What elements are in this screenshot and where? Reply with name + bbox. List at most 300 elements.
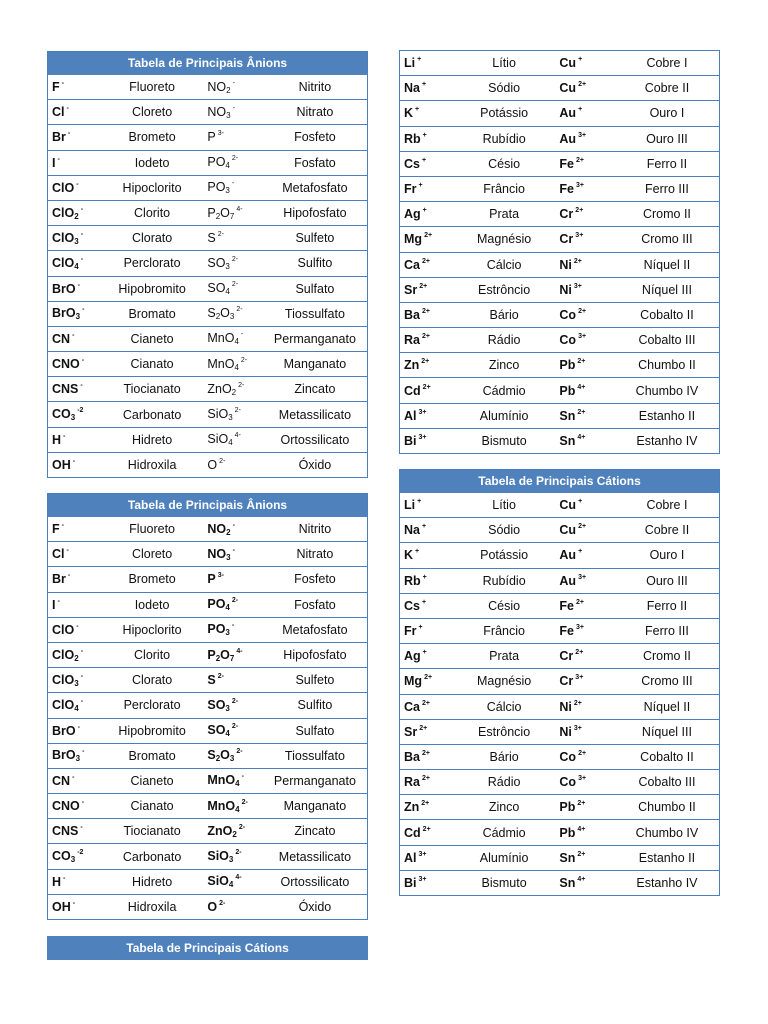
formula: Br (52, 572, 66, 587)
anion-symbol (203, 718, 262, 743)
formula: ClO (52, 255, 75, 270)
name-text: Césio (488, 156, 521, 171)
formula: CNO (52, 799, 80, 814)
anion-symbol (48, 819, 101, 844)
anion-symbol (48, 617, 101, 642)
subscript: 4 (225, 287, 230, 297)
cation-row (400, 403, 720, 428)
formula: OH (52, 457, 71, 472)
cation-name (615, 593, 720, 618)
name-text: Cobre II (644, 523, 690, 538)
cation-row (400, 302, 720, 327)
cation-name (615, 126, 720, 151)
anion-name (101, 75, 204, 100)
name-text: Hidreto (131, 874, 173, 889)
subscript: 3 (225, 628, 230, 638)
cation-symbol (555, 51, 614, 76)
charge: 4+ (577, 383, 586, 391)
cation-symbol (400, 618, 453, 643)
element: Fe (559, 598, 574, 613)
cation-symbol (400, 176, 453, 201)
anion-name (263, 642, 368, 667)
anion-row (48, 592, 368, 617)
cation-row (400, 493, 720, 518)
cation-row (400, 669, 720, 694)
anion-name (101, 200, 204, 225)
name-text: Sódio (488, 81, 521, 96)
charge: - (63, 874, 66, 882)
charge: 2- (235, 849, 242, 857)
charge: 2+ (577, 358, 586, 366)
name-text: Cálcio (486, 257, 522, 272)
formula: H (52, 874, 62, 889)
anion-symbol (48, 718, 101, 743)
name-text: Ortossilicato (280, 874, 350, 889)
charge: + (418, 182, 423, 190)
cation-symbol (555, 593, 614, 618)
anion-name (101, 819, 204, 844)
cation-symbol (400, 543, 453, 568)
cation-name (453, 618, 556, 643)
cation-name (615, 795, 720, 820)
charge: 2+ (578, 81, 587, 89)
cation-row (400, 126, 720, 151)
formula: MnO (207, 798, 236, 813)
cation-name (615, 870, 720, 895)
element: Sr (404, 724, 418, 739)
charge: 2+ (421, 358, 430, 366)
name-text: Bromato (128, 306, 176, 321)
element: Ag (404, 649, 421, 664)
charge: -2 (77, 849, 84, 857)
name-text: Cromo III (641, 232, 693, 247)
cation-symbol (400, 378, 453, 403)
name-text: Potássio (480, 548, 529, 563)
name-text: Zinco (488, 800, 520, 815)
element: Na (404, 523, 420, 538)
name-text: Hipofosfato (283, 648, 347, 663)
cation-symbol (400, 820, 453, 845)
anion-symbol (203, 743, 262, 768)
anion-row (48, 668, 368, 693)
element: Rb (404, 573, 421, 588)
anion-table-title: Tabela de Principais Ânions (48, 494, 368, 517)
cation-name (453, 76, 556, 101)
cation-symbol (400, 252, 453, 277)
anion-row (48, 844, 368, 869)
anion-symbol (48, 794, 101, 819)
charge: + (422, 649, 427, 657)
formula: S (207, 306, 216, 321)
charge: - (72, 773, 75, 781)
cation-row (400, 202, 720, 227)
name-text: Estrôncio (478, 282, 531, 297)
charge: + (421, 81, 427, 89)
cation-row (400, 76, 720, 101)
cation-symbol (555, 618, 614, 643)
charge: 2+ (421, 775, 430, 783)
cation-row (400, 277, 720, 302)
element: Ni (559, 724, 572, 739)
cation-row (400, 51, 720, 76)
element: Cu (559, 56, 577, 71)
charge: - (80, 230, 84, 238)
charge: 2+ (573, 699, 582, 707)
charge: + (422, 207, 427, 215)
cation-symbol (400, 744, 453, 769)
anion-symbol (203, 200, 262, 225)
formula: SO (207, 697, 226, 712)
cation-name (615, 76, 720, 101)
formula: ClO (52, 205, 75, 220)
cation-name (453, 820, 556, 845)
subscript: 3 (74, 678, 79, 688)
charge: 3- (217, 130, 224, 138)
name-text: Clorito (134, 206, 171, 221)
name-text: Metassilicato (278, 849, 352, 864)
name-text: Estanho IV (636, 433, 698, 448)
name-text: Hipobromito (118, 281, 186, 296)
cation-name (453, 870, 556, 895)
anion-name (263, 894, 368, 919)
name-text: Óxido (298, 457, 332, 472)
cation-symbol (400, 151, 453, 176)
formula: P (207, 647, 216, 662)
anion-symbol (48, 894, 101, 919)
charge: - (80, 824, 83, 832)
element: Pb (559, 825, 576, 840)
charge: + (578, 106, 583, 114)
anion-name (101, 592, 204, 617)
element: Sn (559, 850, 576, 865)
anion-symbol (48, 377, 101, 402)
cation-name (615, 353, 720, 378)
cation-name (453, 227, 556, 252)
formula: ClO (52, 622, 75, 637)
cation-row (400, 870, 720, 895)
charge: 3+ (578, 573, 587, 581)
anion-row (48, 150, 368, 175)
anion-name (101, 794, 204, 819)
cation-row (400, 101, 720, 126)
subscript: 4 (225, 161, 230, 171)
formula: ZnO (207, 823, 233, 838)
name-text: Cianato (130, 799, 174, 814)
name-text: Cromo III (641, 674, 693, 689)
formula: NO (207, 79, 227, 94)
charge: 2+ (421, 699, 430, 707)
name-text: Cianato (130, 357, 174, 372)
anion-symbol (48, 75, 101, 100)
charge: - (63, 432, 66, 440)
cation-name (615, 770, 720, 795)
name-text: Chumbo II (638, 358, 696, 373)
cation-symbol (400, 302, 453, 327)
subscript: 3 (225, 186, 230, 196)
name-text: Ferro II (646, 156, 688, 171)
anion-symbol (48, 693, 101, 718)
formula: SiO (207, 874, 229, 889)
cation-name (453, 328, 556, 353)
name-text: Cádmio (482, 383, 526, 398)
charge: 2- (219, 457, 226, 465)
charge: - (81, 357, 85, 365)
name-text: Níquel II (643, 699, 691, 714)
cation-name (453, 302, 556, 327)
name-text: Bário (489, 307, 519, 322)
cation-symbol (555, 202, 614, 227)
name-text: Fluoreto (129, 522, 176, 537)
anion-row (48, 125, 368, 150)
element: Rb (404, 131, 421, 146)
cation-symbol (555, 428, 614, 453)
cation-symbol (400, 669, 453, 694)
charge: + (578, 56, 583, 64)
anion-name (263, 542, 368, 567)
anion-name (101, 251, 204, 276)
anion-name (263, 819, 368, 844)
subscript: 2 (226, 527, 231, 537)
anion-symbol (48, 844, 101, 869)
anion-row (48, 869, 368, 894)
cation-name (453, 151, 556, 176)
anion-symbol (203, 844, 262, 869)
anion-name (263, 200, 368, 225)
element: Sn (559, 875, 576, 890)
anion-row (48, 517, 368, 542)
name-text: Cianeto (130, 331, 174, 346)
name-text: Clorato (131, 231, 173, 246)
anion-name (263, 452, 368, 477)
name-text: Cloreto (131, 105, 173, 120)
anion-table-1 (47, 51, 368, 478)
formula: CNS (52, 382, 79, 397)
cation-row (400, 618, 720, 643)
formula: MnO (207, 356, 235, 371)
formula: BrO (52, 723, 76, 738)
anion-symbol (203, 592, 262, 617)
formula: Cl (52, 547, 65, 562)
cation-symbol (555, 770, 614, 795)
anion-name (101, 693, 204, 718)
anion-symbol (48, 567, 101, 592)
formula: SO (207, 281, 226, 296)
name-text: Rubídio (482, 573, 526, 588)
name-text: Magnésio (477, 674, 532, 689)
charge: -2 (77, 407, 84, 415)
charge: 2+ (422, 383, 431, 391)
anion-name (101, 427, 204, 452)
anion-row (48, 251, 368, 276)
name-text: Frâncio (483, 624, 525, 639)
cation-symbol (555, 378, 614, 403)
cation-name (453, 428, 556, 453)
anion-row (48, 693, 368, 718)
element: Au (559, 131, 577, 146)
charge: 3+ (575, 674, 584, 682)
anion-symbol (203, 125, 262, 150)
cation-name (615, 644, 720, 669)
anion-row (48, 567, 368, 592)
element: Cu (559, 81, 577, 96)
name-text: Sódio (488, 523, 521, 538)
name-text: Ferro III (645, 624, 689, 639)
anion-symbol (203, 819, 262, 844)
cation-symbol (400, 694, 453, 719)
name-text: Estanho IV (636, 875, 698, 890)
element: Ca (404, 699, 420, 714)
element: Cr (559, 649, 574, 664)
cation-name (453, 845, 556, 870)
cation-symbol (555, 353, 614, 378)
anion-symbol (203, 567, 262, 592)
formula: SiO (207, 849, 229, 864)
charge: + (417, 498, 422, 506)
charge: + (421, 523, 427, 531)
anion-name (263, 869, 368, 894)
formula: CN (52, 773, 71, 788)
anion-name (263, 326, 368, 351)
anion-symbol (48, 175, 101, 200)
cation-symbol (555, 568, 614, 593)
name-text: Nitrato (296, 547, 334, 562)
name-text: Hidreto (131, 432, 173, 447)
anion-symbol (48, 276, 101, 301)
anion-symbol (203, 175, 262, 200)
cation-symbol (400, 126, 453, 151)
cation-name (453, 669, 556, 694)
anion-name (101, 517, 204, 542)
name-text: Metafosfato (282, 622, 348, 637)
anion-name (101, 175, 204, 200)
subscript: 2 (215, 653, 221, 663)
name-text: Rubídio (482, 131, 526, 146)
element: Cd (404, 825, 421, 840)
element: Au (559, 106, 577, 121)
cation-name (615, 845, 720, 870)
anion-row (48, 226, 368, 251)
anion-row (48, 743, 368, 768)
formula: I (52, 155, 56, 170)
element: Ni (559, 257, 572, 272)
anion-symbol (48, 150, 101, 175)
anion-symbol (203, 794, 262, 819)
anion-name (263, 175, 368, 200)
name-text: Cloreto (131, 547, 173, 562)
cation-symbol (400, 493, 453, 518)
name-text: Estrôncio (478, 724, 531, 739)
subscript: 3 (229, 754, 235, 764)
cation-symbol (400, 518, 453, 543)
charge: 2+ (419, 282, 428, 290)
charge: 2+ (575, 649, 584, 657)
name-text: Sulfito (297, 698, 333, 713)
anion-row (48, 452, 368, 477)
subscript: 3 (74, 236, 79, 246)
anion-row (48, 768, 368, 793)
charge: 2- (236, 306, 243, 314)
charge: 4- (236, 647, 243, 655)
formula: ClO (52, 672, 75, 687)
name-text: Ouro III (646, 573, 688, 588)
element: K (404, 548, 414, 563)
name-text: Ortossilicato (280, 432, 350, 447)
cation-name (615, 618, 720, 643)
cation-symbol (555, 719, 614, 744)
charge: + (415, 106, 420, 114)
anion-name (101, 301, 204, 326)
anion-name (101, 326, 204, 351)
cation-row (400, 227, 720, 252)
cation-symbol (555, 403, 614, 428)
anion-row (48, 326, 368, 351)
anion-symbol (48, 869, 101, 894)
charge: 3+ (573, 724, 582, 732)
charge: 2+ (421, 257, 430, 265)
cation-row (400, 176, 720, 201)
charge: - (82, 306, 85, 314)
subscript: 4 (225, 603, 230, 613)
anion-name (101, 668, 204, 693)
formula: O (207, 899, 218, 914)
formula: F (52, 80, 60, 95)
charge: + (422, 573, 427, 581)
formula: S (207, 748, 216, 763)
name-text: Zincato (294, 824, 336, 839)
name-text: Cromo II (642, 649, 691, 664)
name-text: Rádio (487, 333, 521, 348)
element: Fe (559, 182, 574, 197)
charge: 2+ (577, 850, 586, 858)
charge: - (80, 697, 84, 705)
formula: H (52, 432, 62, 447)
anion-symbol (203, 642, 262, 667)
name-text: Perclorato (123, 698, 181, 713)
anion-row (48, 894, 368, 919)
subscript: 3 (225, 261, 230, 271)
formula: BrO (52, 281, 76, 296)
subscript: 7 (229, 653, 235, 663)
charge: 2- (234, 407, 241, 415)
element: Sr (404, 282, 418, 297)
anion-name (263, 276, 368, 301)
name-text: Metassilicato (278, 407, 352, 422)
name-text: Estanho II (638, 850, 696, 865)
charge: - (67, 130, 71, 138)
cation-row (400, 795, 720, 820)
anion-symbol (203, 693, 262, 718)
name-text: Fosfeto (294, 572, 336, 587)
charge: 4- (234, 432, 241, 440)
cation-symbol (400, 227, 453, 252)
charge: 3+ (575, 624, 584, 632)
charge: 2+ (421, 749, 430, 757)
subscript: 2 (74, 211, 79, 221)
cation-name (453, 176, 556, 201)
anion-symbol (48, 427, 101, 452)
anion-symbol (203, 402, 262, 427)
charge: - (81, 799, 85, 807)
element: K (404, 106, 414, 121)
element: Ca (404, 257, 420, 272)
name-text: Potássio (480, 106, 529, 121)
anion-symbol (203, 517, 262, 542)
element: Pb (559, 800, 576, 815)
subscript: 4 (74, 261, 79, 271)
charge: + (418, 624, 423, 632)
name-text: Iodeto (134, 155, 170, 170)
charge: 2+ (578, 749, 587, 757)
